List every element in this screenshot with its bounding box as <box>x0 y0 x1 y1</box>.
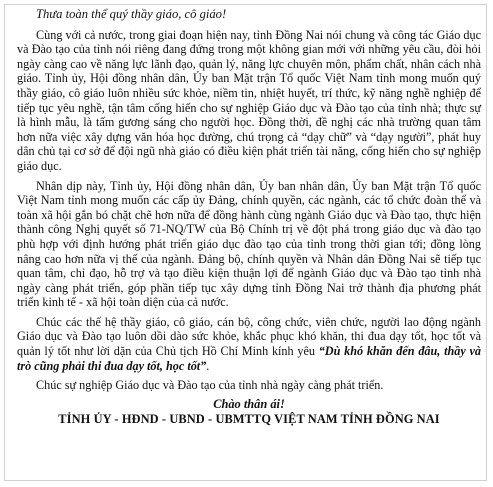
paragraph-3-end: . <box>206 358 210 373</box>
paragraph-3 <box>17 315 481 373</box>
paragraph-2: Nhân dịp này, Tỉnh ủy, Hội đồng nhân dân, Ủy ban nhân dân, Ủy ban Mặt trận Tổ quốc Việt Nam tỉnh mong muốn các cấp ủy Đảng, chính quyền, các ngành, các tổ chức đoàn thể và toàn xã hội gắn bó chặt chẽ hơn nữa để đồng hành cùng ngành Giáo dục và Đào tạo, thực hiện thành công Nghị quyết số 71-NQ/TW của Bộ Chính trị về đột phá trong giáo dục và đào tạo phù hợp với định hướng phát triển giáo dục đào tạo của tỉnh trong thời gian tới; đồng lòng nâng cao hơn nữa vị thế của ngành. Đảng bộ, chính quyền và Nhân dân Đồng Nai sẽ tiếp tục quan tâm, chỉ đạo, hỗ trợ và tạo điều kiện thuận lợi để ngành Giáo dục và Đào tạo tỉnh nhà ngày càng phát triển, góp phần tiếp tục xây dựng tỉnh Đồng Nai trở thành địa phương phát triển kinh tế - xã hội toàn diện của cả nước. <box>17 178 481 310</box>
signature-line: TỈNH ỦY - HĐND - UBND - UBMTTQ VIỆT NAM TỈNH ĐỒNG NAI <box>58 412 440 427</box>
paragraph-1: Cùng với cả nước, trong giai đoạn hiện nay, tỉnh Đồng Nai nói chung và công tác Giáo dục và Đào tạo của tỉnh nói riêng đang đứng trong một không gian mới với những yêu cầu, đòi hỏi ngày càng cao về năng lực lãnh đạo, quản lý, năng lực chuyên môn, phẩm chất, nhân cách nhà giáo. Tỉnh ủy, Hội đồng nhân dân, Ủy ban Mặt trận Tổ quốc Việt Nam tỉnh mong muốn quý thầy giáo, cô giáo luôn nhiều sức khỏe, niềm tin, nhiệt huyết, trí thức, kỹ năng nghề nghiệp để tiếp tục yêu nghề, tận tâm cống hiến cho sự nghiệp Giáo dục và Đào tạo của tỉnh nhà; thực sự là hình mẫu, là tấm gương sáng cho người học. Đồng thời, đề nghị các nhà trường quan tâm hơn nữa việc xây dựng văn hóa học đường, chú trọng cả “dạy chữ” và “dạy người”, phát huy dân chủ tại cơ sở để đội ngũ nhà giáo có điều kiện phát triển tài năng, cống hiến cho sự nghiệp giáo dục. <box>17 27 481 173</box>
final-wish: Chúc sự nghiệp Giáo dục và Đào tạo của tỉnh nhà ngày càng phát triển. <box>36 378 384 393</box>
paragraph-3-text: Chúc các thế hệ thầy giáo, cô giáo, cán bộ, công chức, viên chức, người lao động ngành Giáo dục và Đào tạo luôn dồi dào sức khỏe, khắc phục khó khăn, thi đua dạy tốt, học tốt và quản lý tốt như lời dặn của Chủ tịch Hồ Chí Minh kính yêu <box>17 314 481 359</box>
closing-greeting: Chào thân ái! <box>213 396 285 411</box>
salutation: Thưa toàn thể quý thầy giáo, cô giáo! <box>36 7 227 21</box>
letter-body <box>17 7 481 427</box>
ho-chi-minh-quote: “Dù khó khăn đến đâu, thầy và trò cũng phải thi đua dạy tốt, học tốt” <box>17 344 481 373</box>
